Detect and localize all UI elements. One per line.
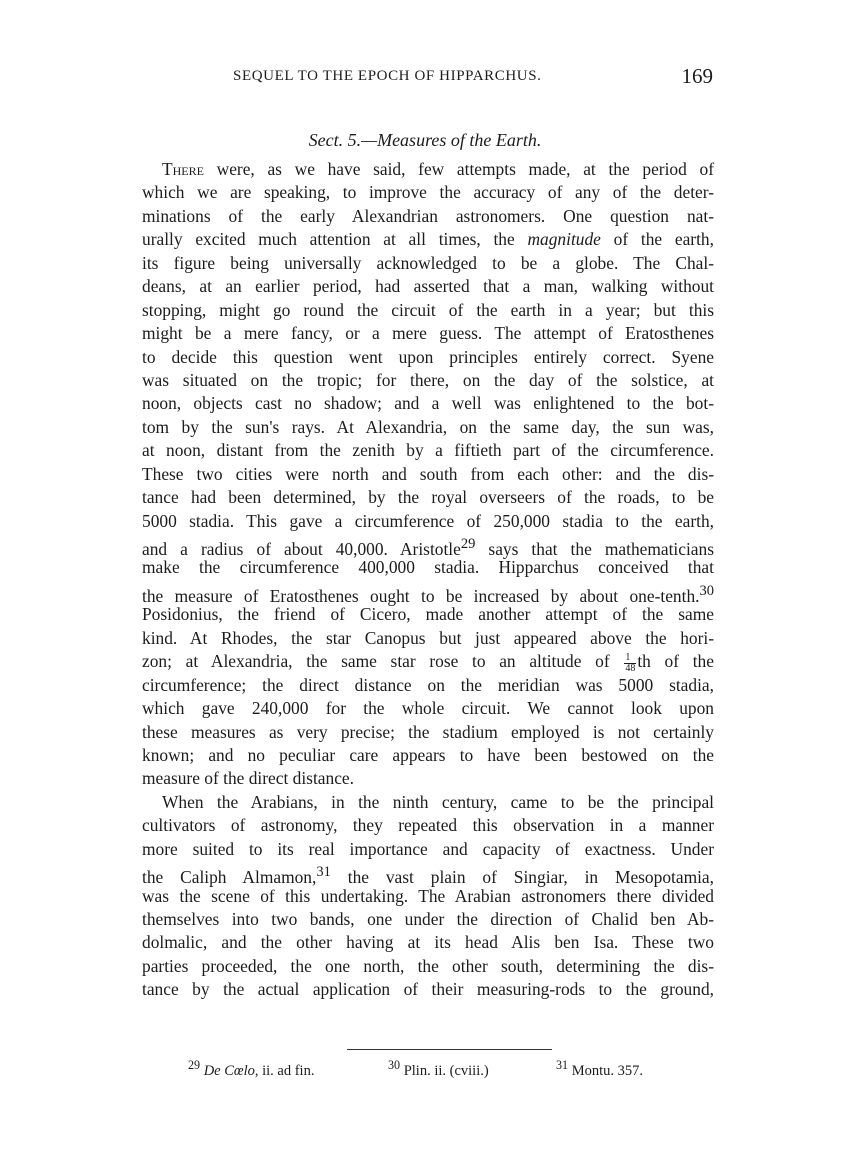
text-line: its figure being universally acknowledged to be a globe. The Chal- xyxy=(142,252,714,273)
text-line: was situated on the tropic; for there, on the day of the solstice, at xyxy=(142,369,714,390)
text-line: noon, objects cast no shadow; and a well was enlightened to the bot- xyxy=(142,393,714,414)
text-line: the Caliph Almamon,$^{31}$ the vast plain of Singiar, in Mesopotamia, xyxy=(142,864,714,887)
text-line: tance by the actual application of their measuring-rods to the ground, xyxy=(142,979,714,1000)
footnote-separator xyxy=(347,1049,552,1050)
text-line: and a radius of about 40,000. Aristotle$^{29}$ says that the mathematicians xyxy=(142,536,714,559)
text-line: 5000 stadia. This gave a circumference of 250,000 stadia to the earth, xyxy=(142,510,714,531)
text-line: might be a mere fancy, or a mere guess. The attempt of Eratosthenes xyxy=(142,323,714,344)
footnote-31: $^{31}$ Montu. 357. xyxy=(556,1058,643,1079)
body-text xyxy=(142,158,714,1002)
text-line: themselves into two bands, one under the direction of Chalid ben Ab- xyxy=(142,909,714,929)
section-title: Sect. 5.—Measures of the Earth. xyxy=(308,130,542,150)
text-line: tom by the sun's rays. At Alexandria, on the same day, the sun was, xyxy=(142,416,714,437)
text-line: dolmalic, and the other having at its head Alis ben Isa. These two xyxy=(142,932,714,953)
text-line: known; and no peculiar care appears to have been bestowed on the xyxy=(142,744,714,765)
text-line: tance had been determined, by the royal overseers of the roads, to be xyxy=(142,487,714,508)
text-line: Posidonius, the friend of Cicero, made another attempt of the same xyxy=(142,604,714,625)
text-line: deans, at an earlier period, had asserted that a man, walking without xyxy=(142,276,714,297)
text-line: circumference; the direct distance on the meridian was 5000 stadia, xyxy=(142,674,714,695)
footnote-29: $^{29}$ De Cœlo, ii. ad fin. xyxy=(188,1058,315,1079)
text-line: parties proceeded, the one north, the other south, determining the dis- xyxy=(142,955,714,976)
text-line: which we are speaking, to improve the accuracy of any of the deter- xyxy=(142,182,714,203)
text-line: stopping, might go round the circuit of the earth in a year; but this xyxy=(142,299,714,320)
footnote-ref[interactable]: 31 xyxy=(316,864,331,881)
drop-word: There xyxy=(162,159,204,179)
fraction: $\frac{1}{48}$ xyxy=(625,651,636,674)
text-line: to decide this question went upon principles entirely correct. Syene xyxy=(142,346,714,367)
text-line: urally excited much attention at all times, the magnitude of the earth, xyxy=(142,229,714,250)
italic-term: magnitude xyxy=(527,229,601,250)
text-line: which gave 240,000 for the whole circuit. We cannot look upon xyxy=(142,698,714,719)
text-line: more suited to its real importance and capacity of exactness. Under xyxy=(142,838,714,859)
text-line: measure of the direct distance. xyxy=(142,768,354,789)
footnote-30: $^{30}$ Plin. ii. (cviii.) xyxy=(388,1058,489,1079)
text-line: zon; at Alexandria, the same star rose to an altitude of $\frac{1}{48}$ th of the xyxy=(142,651,714,674)
text-line: make the circumference 400,000 stadia. Hipparchus conceived that xyxy=(142,557,714,578)
footnote-ref[interactable]: 30 xyxy=(699,582,714,599)
text-line: When the Arabians, in the ninth century, came to be the principal xyxy=(162,791,714,812)
text-line: kind. At Rhodes, the star Canopus but just appeared above the hori- xyxy=(142,627,714,648)
text-line: cultivators of astronomy, they repeated this observation in a manner xyxy=(142,815,714,836)
page-number: 169 xyxy=(681,64,713,88)
text-line: minations of the early Alexandrian astronomers. One question nat- xyxy=(142,205,714,226)
page-header xyxy=(233,64,713,94)
text-line: at noon, distant from the zenith by a fiftieth part of the circumference. xyxy=(142,440,714,461)
text-line: These two cities were north and south from each other: and the dis- xyxy=(142,463,714,484)
running-head: SEQUEL TO THE EPOCH OF HIPPARCHUS. xyxy=(233,68,542,84)
text-line: the measure of Eratosthenes ought to be increased by about one-tenth.$^{30}$ xyxy=(142,582,714,606)
text-line: these measures as very precise; the stadium employed is not certainly xyxy=(142,721,714,742)
text-line: There were, as we have said, few attempts made, at the period of xyxy=(162,159,714,179)
footnote-ref[interactable]: 29 xyxy=(460,536,476,552)
text-line: was the scene of this undertaking. The Arabian astronomers there divided xyxy=(142,885,714,906)
